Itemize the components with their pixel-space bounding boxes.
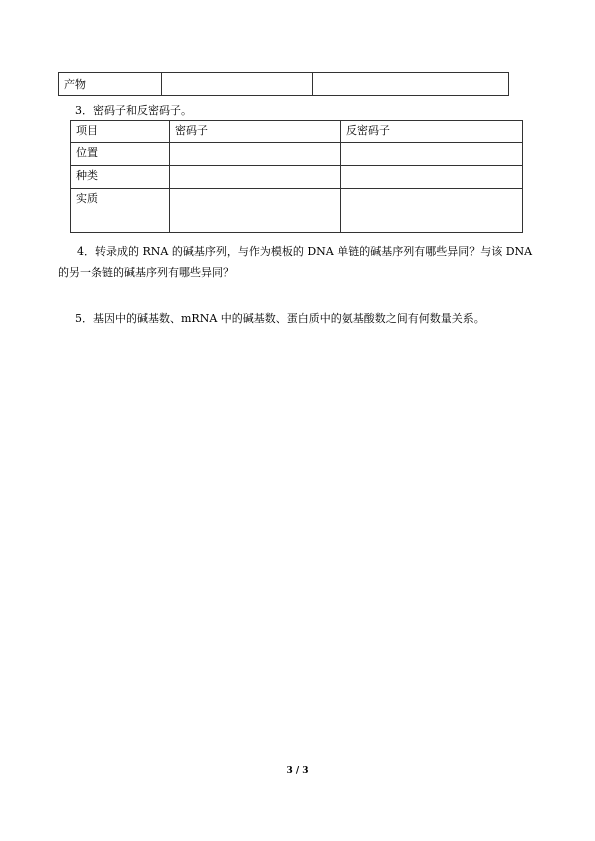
row-label-essence: 实质 [71,189,170,233]
row-label-position: 位置 [71,143,170,166]
table-cell-empty [341,189,523,233]
table-row [59,73,509,96]
table-cell-empty [341,166,523,189]
table-header-row [71,121,523,143]
row-label-product: 产物 [59,73,162,96]
question-4-line-2: 的另一条链的碱基序列有哪些异同？ [58,266,234,279]
table-cell-empty [170,189,341,233]
row-label-type: 种类 [71,166,170,189]
table-cell-empty [313,73,509,96]
header-item: 项目 [71,121,170,143]
table-cell-empty [341,143,523,166]
question-3: 3．密码子和反密码子。 [75,104,192,117]
table-cell-empty [170,143,341,166]
product-table [58,72,509,96]
table-cell-empty [170,166,341,189]
question-5: 5．基因中的碱基数、mRNA 中的碱基数、蛋白质中的氨基酸数之间有何数量关系。 [75,312,485,325]
codon-anticodon-table [70,120,523,233]
header-anticodon: 反密码子 [341,121,523,143]
question-4-line-1: 4．转录成的 RNA 的碱基序列，与作为模板的 DNA 单链的碱基序列有哪些异同？与该 DNA [77,245,533,258]
table-row [71,189,523,233]
header-codon: 密码子 [170,121,341,143]
table-row [71,166,523,189]
table-row [71,143,523,166]
table-cell-empty [162,73,313,96]
page-number: 3 / 3 [286,766,309,776]
